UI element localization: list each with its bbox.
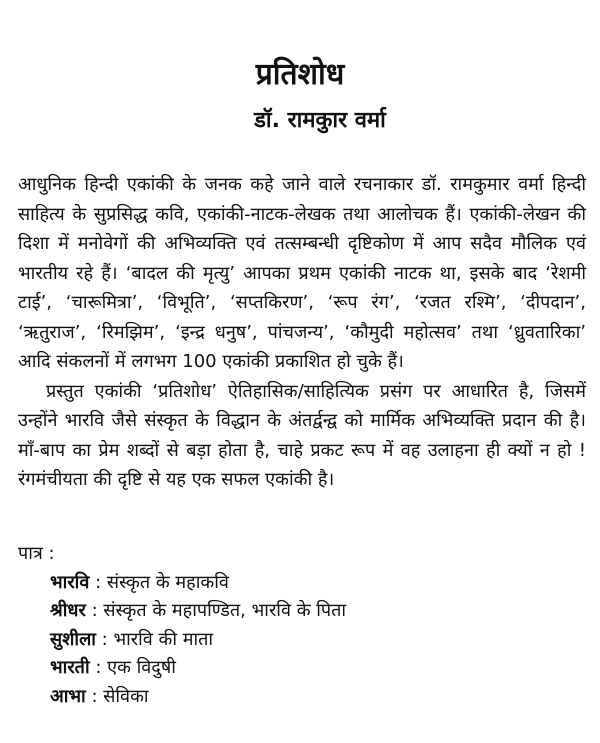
character-desc: : संस्कृत के महाकवि: [89, 571, 229, 593]
character-name: भारती: [50, 657, 90, 678]
page-title: प्रतिशोध: [255, 57, 345, 92]
character-name: भारवि: [50, 571, 90, 593]
cast-item: [50, 597, 346, 626]
character-desc: : भारवि की माता: [95, 628, 214, 650]
author-name: डॉ. रामकुार वर्मा: [254, 108, 386, 133]
character-desc: : सेविका: [85, 685, 149, 707]
character-name: सुशीला: [50, 628, 96, 650]
paragraph: आधुनिक हिन्दी एकांकी के जनक कहे जाने वाले रचनाकार डॉ. रामकुमार वर्मा हिन्दी साहित्य के सुप्रसिद्ध कवि, एकांकी-नाटक-लेखक तथा आलोचक हैं। एकांकी-लेखन की दिशा में मनोवेगों की अभिव्यक्ति एवं तत्सम्बन्धी दृष्टिकोण में आप सदैव मौलिक एवं भारतीय रहे हैं। ‘बादल की मृत्यु’ आपका प्रथम एकांकी नाटक था, इसके बाद ‘रेशमी टाई’, ‘चारूमित्रा’, ‘विभूति’, ‘सप्तकिरण’, ‘रूप रंग’, ‘रजत रश्मि’, ‘दीपदान’, ‘ऋतुराज’, ‘रिमझिम’, ‘इन्द्र धनुष’, पांचजन्य’, ‘कौमुदी महोत्सव’ तथा ‘ध्रुवतारिका’ आदि संकलनों में लगभग 100 एकांकी प्रकाशित हो चुके हैं।: [18, 174, 586, 372]
cast-heading: पात्र :: [18, 543, 55, 564]
paragraph: प्रस्तुत एकांकी ‘प्रतिशोध’ ऐतिहासिक/साहित्यिक प्रसंग पर आधारित है, जिसमें उन्होंने भारवि जैसे संस्कृत के विद्धान के अंतर्द्वन्द्व को मार्मिक अभिव्यक्ति प्रदान की है। माँ-बाप का प्रेम शब्दों से बड़ा होता है, चाहे प्रकट रूप में वह उलाहना ही क्यों न हो ! रंगमंचीयता की दृष्टि से यह एक सफल एकांकी है।: [18, 380, 586, 490]
cast-item: [50, 654, 346, 683]
cast-list: [18, 540, 346, 711]
character-desc: : संस्कृत के महापण्डित, भारवि के पिता: [85, 600, 347, 621]
cast-item: [50, 569, 346, 598]
character-name: आभा: [50, 685, 86, 707]
character-desc: : एक विदुषी: [89, 657, 176, 678]
intro-text: [18, 170, 586, 495]
cast-item: [50, 626, 346, 655]
character-name: श्रीधर: [50, 600, 86, 621]
cast-item: [50, 683, 346, 712]
